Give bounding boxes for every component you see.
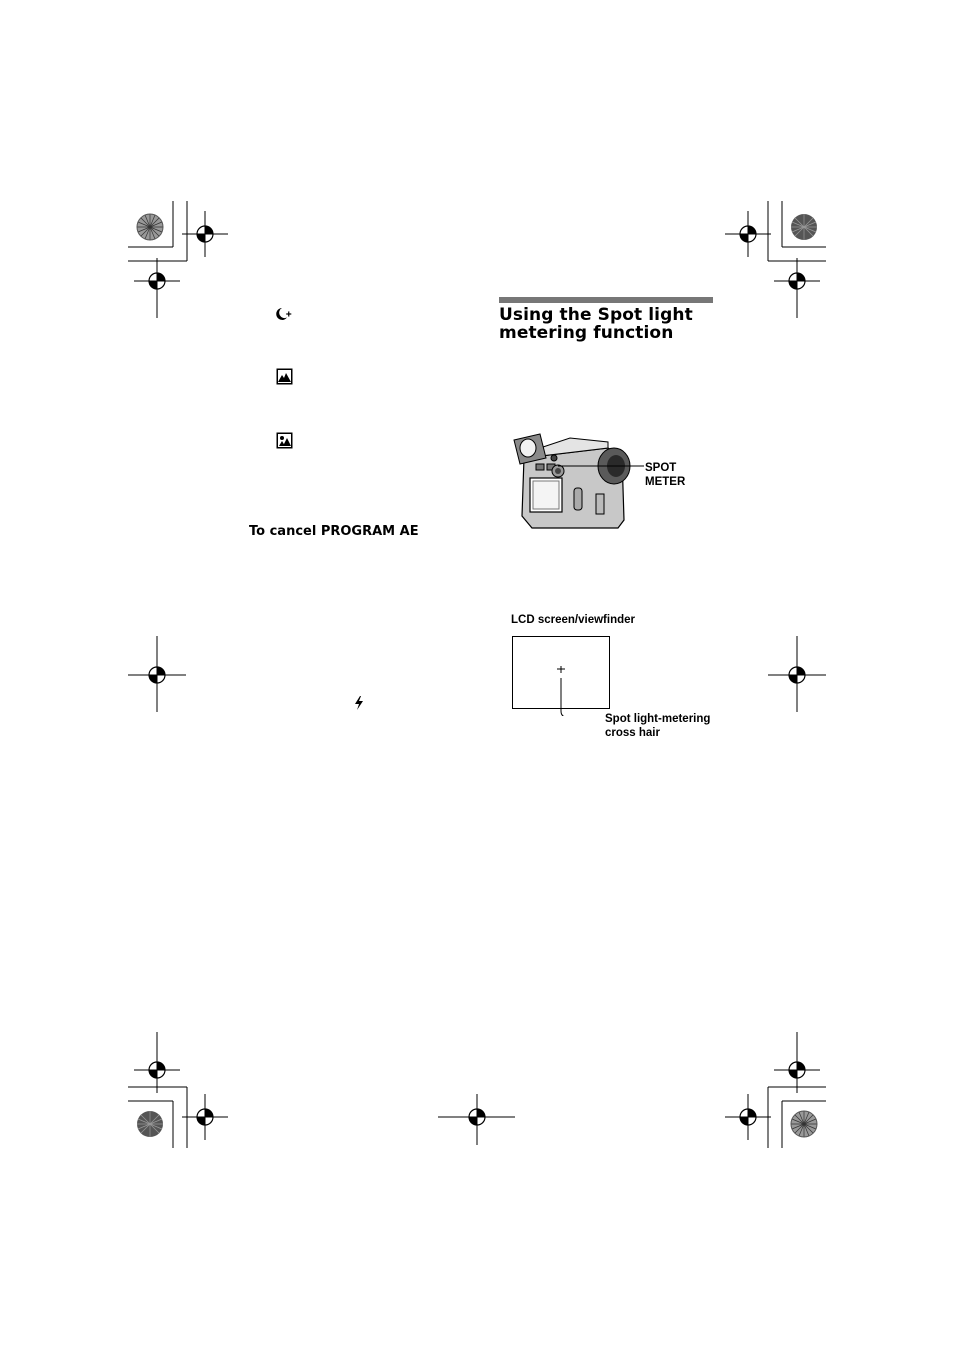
section-title-line1: Using the Spot light [499,305,693,325]
cross-hair-callout-line2: cross hair [605,727,660,739]
registration-crosshair-icon [182,211,228,257]
cancel-program-ae-heading: To cancel PROGRAM AE [249,524,419,539]
section-accent-bar [499,297,713,303]
cross-hair-callout-line1: Spot light-metering [605,713,711,725]
spot-meter-callout-line2: METER [645,476,686,488]
section-title [499,306,739,342]
lcd-caption: LCD screen/viewfinder [511,614,635,626]
registration-crosshair-icon [725,211,771,257]
landscape-mode-icon [276,368,293,385]
cross-hair-callout [605,712,710,740]
starburst-target-icon [791,1111,817,1137]
starburst-target-icon [137,1111,163,1137]
starburst-target-icon [791,214,817,240]
flash-icon [352,695,366,711]
portrait-mode-icon [276,432,293,449]
cross-hair-callout-line [552,666,612,716]
registration-crosshair-icon [182,1094,228,1140]
section-title-line2: metering function [499,323,674,343]
spot-meter-callout-line1: SPOT [645,462,677,474]
starburst-target-icon [137,214,163,240]
camera-illustration [510,428,650,538]
spot-meter-callout [645,461,685,489]
night-mode-icon [276,305,293,322]
registration-crosshair-icon [725,1094,771,1140]
